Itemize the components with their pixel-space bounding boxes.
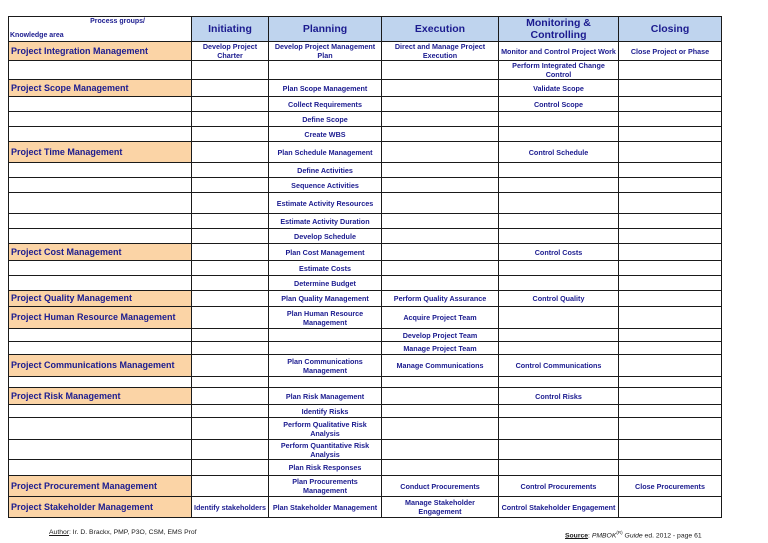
process-cell-initiating [192,276,269,291]
process-cell-initiating [192,418,269,440]
knowledge-area-cell [9,261,192,276]
process-cell-planning: Plan Quality Management [269,291,382,307]
process-cell-execution [382,405,499,418]
process-cell-initiating [192,342,269,355]
source-credit [565,528,702,540]
process-cell-planning [269,377,382,388]
header-row [9,17,722,42]
process-cell-closing [619,80,722,97]
process-cell-planning: Plan Scope Management [269,80,382,97]
table-row [9,377,722,388]
process-cell-execution [382,377,499,388]
process-cell-planning: Estimate Activity Resources [269,193,382,214]
process-cell-monitoring-controlling: Control Costs [499,244,619,261]
process-cell-closing [619,214,722,229]
process-cell-execution [382,440,499,460]
knowledge-area-cell [9,377,192,388]
knowledge-area-cell: Project Human Resource Management [9,307,192,329]
process-cell-execution: Conduct Procurements [382,476,499,497]
process-cell-monitoring-controlling [499,405,619,418]
process-cell-planning: Develop Schedule [269,229,382,244]
process-cell-closing [619,127,722,142]
process-cell-execution: Perform Quality Assurance [382,291,499,307]
process-cell-execution: Develop Project Team [382,329,499,342]
process-cell-closing [619,355,722,377]
process-cell-monitoring-controlling: Control Risks [499,388,619,405]
group-header-execution: Execution [382,17,499,42]
process-cell-monitoring-controlling: Control Scope [499,97,619,112]
process-cell-initiating [192,61,269,80]
table-row [9,61,722,80]
process-cell-planning: Collect Requirements [269,97,382,112]
knowledge-area-cell [9,193,192,214]
process-cell-initiating [192,460,269,476]
table-row [9,178,722,193]
knowledge-area-cell [9,276,192,291]
process-cell-execution [382,61,499,80]
matrix-body [9,42,722,518]
knowledge-area-cell: Project Quality Management [9,291,192,307]
process-cell-monitoring-controlling [499,193,619,214]
process-cell-monitoring-controlling: Validate Scope [499,80,619,97]
table-row [9,355,722,377]
knowledge-area-cell: Project Time Management [9,142,192,163]
knowledge-area-cell [9,112,192,127]
process-cell-planning: Plan Risk Management [269,388,382,405]
process-cell-closing [619,261,722,276]
process-cell-closing [619,193,722,214]
process-cell-execution: Manage Communications [382,355,499,377]
process-cell-initiating [192,112,269,127]
process-cell-monitoring-controlling [499,214,619,229]
process-cell-initiating [192,405,269,418]
knowledge-area-cell [9,214,192,229]
table-row [9,291,722,307]
process-cell-monitoring-controlling: Monitor and Control Project Work [499,42,619,61]
table-row [9,42,722,61]
source-colon: : [588,532,592,540]
source-guide: Guide [622,532,643,540]
process-cell-closing [619,112,722,127]
process-cell-monitoring-controlling [499,460,619,476]
table-row [9,214,722,229]
process-cell-monitoring-controlling [499,329,619,342]
process-cell-planning: Sequence Activities [269,178,382,193]
process-cell-monitoring-controlling [499,229,619,244]
knowledge-area-cell [9,329,192,342]
source-registered-mark: (R) [616,530,623,535]
process-cell-closing [619,61,722,80]
process-cell-monitoring-controlling [499,440,619,460]
author-credit [49,528,197,537]
table-row [9,229,722,244]
process-cell-closing: Close Project or Phase [619,42,722,61]
process-cell-planning: Plan Communications Management [269,355,382,377]
process-cell-monitoring-controlling: Control Schedule [499,142,619,163]
process-cell-execution [382,388,499,405]
process-cell-monitoring-controlling [499,342,619,355]
table-row [9,418,722,440]
process-cell-planning: Define Scope [269,112,382,127]
table-row [9,460,722,476]
process-cell-execution [382,276,499,291]
process-cell-monitoring-controlling [499,377,619,388]
process-cell-monitoring-controlling: Perform Integrated Change Control [499,61,619,80]
process-cell-closing [619,418,722,440]
process-cell-execution [382,460,499,476]
knowledge-area-cell: Project Risk Management [9,388,192,405]
table-row [9,388,722,405]
source-edition: ed. 2012 - page 61 [642,532,702,540]
process-cell-execution: Acquire Project Team [382,307,499,329]
source-title: PMBOK [591,532,617,540]
table-row [9,405,722,418]
source-label: Source [565,532,589,540]
process-cell-planning: Plan Procurements Management [269,476,382,497]
process-cell-closing [619,142,722,163]
table-row [9,440,722,460]
knowledge-area-cell [9,342,192,355]
knowledge-area-cell: Project Stakeholder Management [9,497,192,518]
table-row [9,497,722,518]
table-row [9,276,722,291]
process-cell-planning [269,342,382,355]
process-cell-planning: Plan Cost Management [269,244,382,261]
process-cell-initiating [192,440,269,460]
process-cell-initiating [192,388,269,405]
knowledge-area-cell [9,178,192,193]
process-cell-initiating [192,244,269,261]
process-cell-monitoring-controlling: Control Stakeholder Engagement [499,497,619,518]
process-cell-execution [382,193,499,214]
knowledge-area-cell [9,163,192,178]
process-cell-monitoring-controlling [499,276,619,291]
process-cell-closing [619,497,722,518]
process-cell-execution [382,244,499,261]
process-cell-closing [619,178,722,193]
process-cell-initiating [192,261,269,276]
knowledge-area-cell [9,229,192,244]
table-row [9,342,722,355]
process-cell-monitoring-controlling [499,127,619,142]
process-cell-closing [619,440,722,460]
process-cell-closing [619,388,722,405]
process-cell-execution [382,229,499,244]
process-cell-initiating [192,80,269,97]
process-cell-initiating: Identify stakeholders [192,497,269,518]
knowledge-area-cell: Project Scope Management [9,80,192,97]
corner-header-cell [9,17,192,42]
process-cell-planning: Plan Schedule Management [269,142,382,163]
table-row [9,307,722,329]
process-cell-closing [619,342,722,355]
process-cell-closing [619,307,722,329]
process-cell-closing [619,377,722,388]
process-cell-planning: Perform Quantitative Risk Analysis [269,440,382,460]
process-cell-execution: Manage Project Team [382,342,499,355]
author-label: Author [49,529,70,536]
process-cell-monitoring-controlling: Control Procurements [499,476,619,497]
table-row [9,142,722,163]
process-cell-monitoring-controlling [499,178,619,193]
knowledge-area-cell [9,460,192,476]
process-cell-planning: Create WBS [269,127,382,142]
process-cell-monitoring-controlling [499,307,619,329]
knowledge-area-cell: Project Procurement Management [9,476,192,497]
process-cell-closing [619,97,722,112]
process-cell-initiating [192,307,269,329]
process-cell-initiating [192,291,269,307]
process-cell-monitoring-controlling [499,418,619,440]
knowledge-area-cell: Project Integration Management [9,42,192,61]
process-cell-execution: Direct and Manage Project Execution [382,42,499,61]
process-cell-initiating: Develop Project Charter [192,42,269,61]
table-row [9,97,722,112]
process-cell-monitoring-controlling [499,261,619,276]
table-row [9,80,722,97]
process-cell-closing [619,229,722,244]
process-cell-execution [382,163,499,178]
process-cell-initiating [192,214,269,229]
knowledge-area-label: Knowledge area [10,32,64,39]
table-row [9,163,722,178]
process-groups-label: Process groups/ [90,18,145,25]
process-cell-execution [382,112,499,127]
process-cell-execution [382,142,499,163]
table-row [9,244,722,261]
process-cell-planning: Plan Risk Responses [269,460,382,476]
process-matrix-table [8,16,722,518]
process-cell-monitoring-controlling: Control Communications [499,355,619,377]
process-cell-initiating [192,193,269,214]
table-row [9,476,722,497]
process-cell-monitoring-controlling [499,163,619,178]
process-cell-initiating [192,329,269,342]
process-cell-closing [619,276,722,291]
process-cell-closing [619,244,722,261]
process-cell-execution [382,214,499,229]
process-cell-monitoring-controlling [499,112,619,127]
process-cell-initiating [192,476,269,497]
process-cell-closing: Close Procurements [619,476,722,497]
process-cell-closing [619,329,722,342]
table-row [9,112,722,127]
process-cell-initiating [192,163,269,178]
knowledge-area-cell [9,440,192,460]
group-header-monitoring-controlling: Monitoring & Controlling [499,17,619,42]
process-cell-planning [269,61,382,80]
knowledge-area-cell [9,127,192,142]
process-cell-closing [619,460,722,476]
process-cell-planning: Identify Risks [269,405,382,418]
process-cell-execution: Manage Stakeholder Engagement [382,497,499,518]
process-cell-execution [382,127,499,142]
process-cell-initiating [192,377,269,388]
author-text: : Ir. D. Brackx, PMP, P3O, CSM, EMS Prof [69,529,197,536]
process-cell-planning: Perform Qualitative Risk Analysis [269,418,382,440]
process-cell-execution [382,261,499,276]
knowledge-area-cell [9,61,192,80]
process-cell-execution [382,178,499,193]
knowledge-area-cell: Project Communications Management [9,355,192,377]
process-cell-planning: Develop Project Management Plan [269,42,382,61]
table-row [9,329,722,342]
table-row [9,127,722,142]
process-cell-planning: Plan Human Resource Management [269,307,382,329]
process-cell-initiating [192,127,269,142]
process-cell-initiating [192,229,269,244]
process-cell-planning: Define Activities [269,163,382,178]
process-cell-closing [619,405,722,418]
process-cell-monitoring-controlling: Control Quality [499,291,619,307]
process-cell-planning [269,329,382,342]
process-cell-closing [619,291,722,307]
table-row [9,193,722,214]
process-cell-execution [382,80,499,97]
group-header-closing: Closing [619,17,722,42]
table-row [9,261,722,276]
process-cell-initiating [192,97,269,112]
knowledge-area-cell: Project Cost Management [9,244,192,261]
process-cell-execution [382,418,499,440]
group-header-initiating: Initiating [192,17,269,42]
process-cell-execution [382,97,499,112]
process-cell-planning: Plan Stakeholder Management [269,497,382,518]
process-cell-planning: Determine Budget [269,276,382,291]
process-cell-planning: Estimate Costs [269,261,382,276]
process-cell-initiating [192,142,269,163]
knowledge-area-cell [9,405,192,418]
process-cell-planning: Estimate Activity Duration [269,214,382,229]
process-cell-closing [619,163,722,178]
knowledge-area-cell [9,418,192,440]
process-cell-initiating [192,355,269,377]
knowledge-area-cell [9,97,192,112]
process-cell-initiating [192,178,269,193]
group-header-planning: Planning [269,17,382,42]
